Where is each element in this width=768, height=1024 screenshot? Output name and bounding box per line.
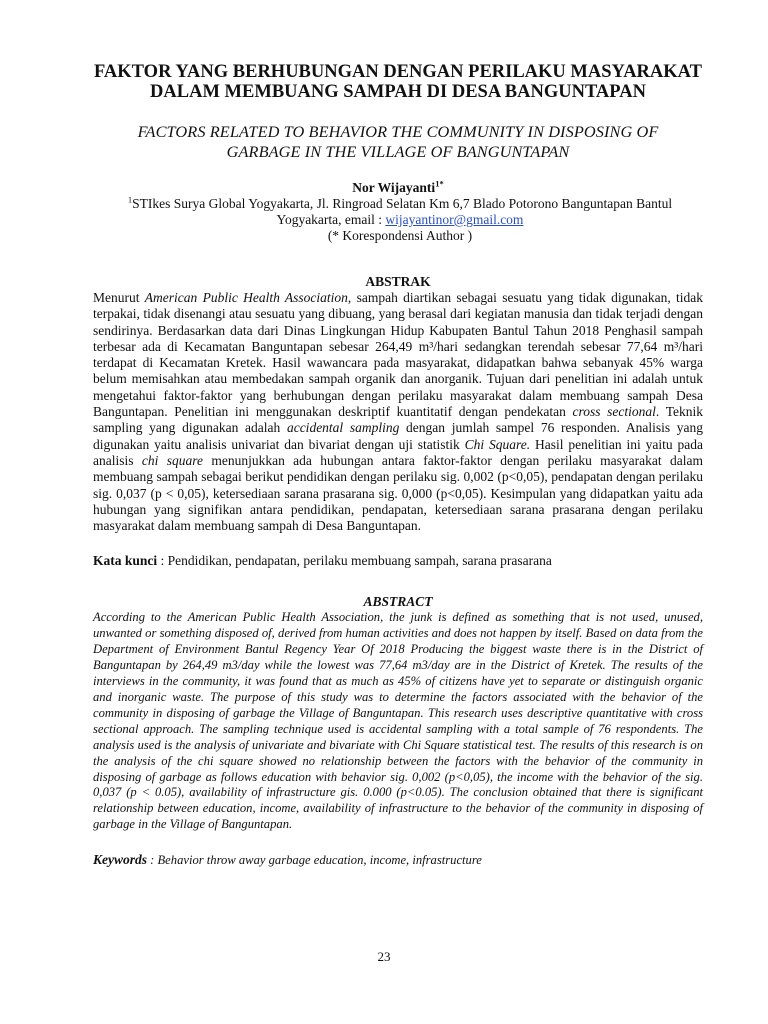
abstrak-body [93, 290, 703, 534]
affiliation-line1-text: STIkes Surya Global Yogyakarta, Jl. Ringroad Selatan Km 6,7 Blado Potorono Banguntapan Bantul [132, 196, 673, 211]
title-indonesian [93, 62, 703, 102]
affiliation-superscript: 1 [127, 194, 133, 205]
abstrak-text-1: Menurut [93, 290, 145, 305]
abstract-body: According to the American Public Health Association, the junk is defined as something that is not used, unused, unwanted or something disposed of, derived from human activities and does not happen by itself. Based on data from the Department of Environment Bantul Regency Year Of 2018 Producing the biggest waste there is in the District of Banguntapan by 264,49 m3/day while the lowest was 77,64 m3/day are in the District of Kretek. The results of the interviews in the community, it was found that as much as 45% of citizens have yet to separate or distinguish organic and inorganic waste. The purpose of this study was to determine the factors associated with the behavior of the community in disposing of garbage the Village of Banguntapan. This research uses descriptive quantitative with cross sectional approach. The sampling technique used is accidental sampling with a total sample of 76 respondents. The analysis used is the analysis of univariate and bivariate with Chi Square statistical test. The results of this research is on the analysis of the chi square showed no relationship between the factors with the behavior of the community in disposing of garbage as follows education with behavior sig. 0,002 (p<0,05), the income with the behavior of the sig. 0,037 (p < 0.05), availability of infrastructure gis. 0.000 (p<0.05). The conclusion obtained that there is significant relationship between education, income, availability of infrastructure to the behavior of the community in disposing of garbage in the Village of Banguntapan. [93, 610, 703, 832]
abstrak-italic-1: American Public Health Association [144, 290, 348, 305]
kata-kunci-label: Kata kunci [93, 553, 158, 569]
title-id-line2: DALAM MEMBUANG SAMPAH DI DESA BANGUNTAPAN [150, 82, 646, 102]
abstrak-text-2: , sampah diartikan sebagai sesuatu yang tidak digunakan, tidak terpakai, tidak disenangi atau sesuatu yang dibuang, yang berasal dari kegiatan manusia dan tidak terjadi dengan sendirinya. Berdasarkan data dari Dinas Lingkungan Hidup Kabupaten Bantul Tahun 2018 Penghasil sampah terbesar ada di Kecamatan Banguntapan sebesar 264,49 m³/hari sedangkan terendah sebesar 77,64 m³/hari terdapat di Kecamatan Kretek. Hasil wawancara pada masyarakat, didapatkan bahwa sebanyak 45% warga belum memisahkan atau membedakan sampah organik dan anorganik. Tujuan dari penelitian ini adalah untuk mengetahui faktor-faktor yang berhubungan dengan perilaku masyarakat dalam membuang sampah Desa Banguntapan. Penelitian ini menggunakan deskriptif kuantitatif dengan pendekatan [93, 290, 703, 420]
keywords [93, 852, 703, 868]
abstrak-italic-2: cross sectional [572, 404, 656, 420]
affiliation-line1 [95, 196, 705, 212]
abstract-heading: ABSTRACT [363, 594, 433, 610]
abstrak-text-3: . Teknik sampling yang digunakan adalah [93, 404, 703, 436]
keywords-text: : Behavior throw away garbage education, income, infrastructure [147, 853, 482, 868]
abstrak-italic-3: accidental sampling [286, 420, 400, 436]
author-name-text: Nor Wijayanti [352, 180, 436, 195]
affiliation-email-prefix: Yogyakarta, email : [276, 212, 386, 227]
abstrak-heading: ABSTRAK [365, 274, 431, 289]
kata-kunci-text: : Pendidikan, pendapatan, perilaku membuang sampah, sarana prasarana [157, 553, 552, 569]
author-name [93, 180, 703, 196]
title-id-line1: FAKTOR YANG BERHUBUNGAN DENGAN PERILAKU MASYARAKAT [94, 62, 702, 82]
title-english [93, 122, 703, 162]
page-number: 23 [377, 949, 391, 964]
abstrak-text-6: menunjukkan ada hubungan antara faktor-faktor dengan perilaku masyarakat dalam membuang sampah sebagai berikut pendidikan dengan perilaku sig. 0,002 (p<0,05), pendapatan dengan perilaku sig. 0,037 (p < 0,05), ketersediaan sarana prasarana sig. 0,000 (p<0,05). Kesimpulan yang didapatkan yaitu ada hubungan yang signifikan antara pendidikan, pendapatan, ketersediaan sarana prasarana dengan perilaku masyarakat dalam membuang sampah di Desa Banguntapan. [93, 452, 703, 534]
correspondence-note: (* Korespondensi Author ) [327, 228, 473, 243]
paper-page [93, 62, 703, 868]
email-link[interactable]: wijayantinor@gmail.com [385, 212, 524, 227]
title-en-line1: FACTORS RELATED TO BEHAVIOR THE COMMUNITY IN DISPOSING OF [137, 122, 659, 141]
affiliation-line2 [95, 212, 705, 228]
keywords-label: Keywords [93, 852, 147, 868]
title-en-line2: GARBAGE IN THE VILLAGE OF BANGUNTAPAN [226, 142, 570, 161]
abstrak-italic-5: chi square [141, 452, 203, 468]
abstrak-text-4: dengan jumlah sampel 76 responden. Analisis yang digunakan yaitu analisis univariat dan bivariat dengan uji statistik [93, 420, 704, 452]
abstrak-text-5: Hasil penelitian ini yaitu pada analisis [93, 436, 703, 468]
kata-kunci [93, 553, 703, 569]
abstrak-italic-4: Chi Square. [464, 436, 531, 452]
author-superscript: 1* [435, 178, 444, 189]
